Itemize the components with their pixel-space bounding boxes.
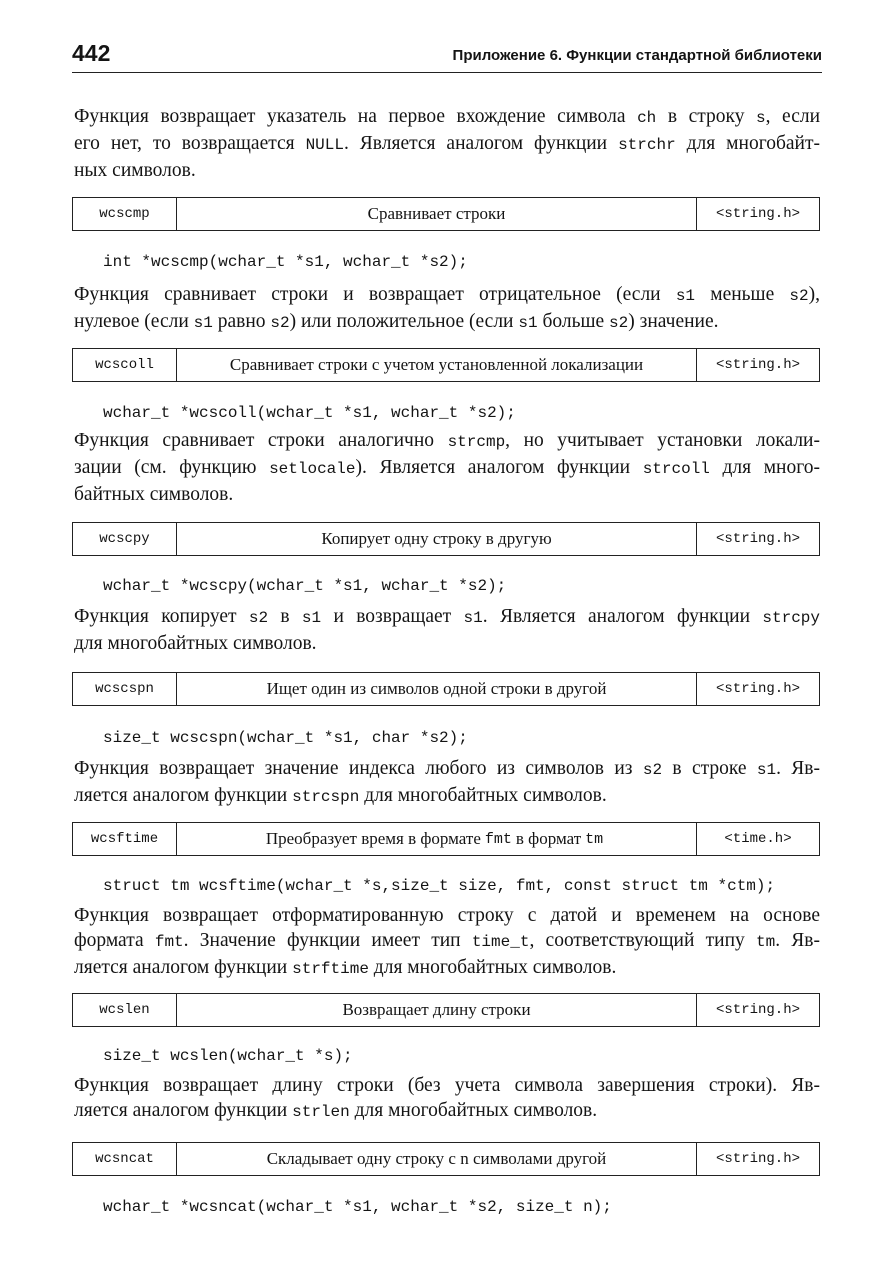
- description-paragraph: [74, 903, 820, 982]
- function-description: Преобразует время в формате fmt в формат tm: [177, 823, 697, 855]
- function-description: Ищет один из символов одной строки в другой: [177, 673, 697, 705]
- text-line: Функция возвращает указатель на первое вхождение символа ch в строку s, если: [74, 106, 821, 127]
- description-paragraph: [74, 282, 820, 336]
- function-name: wcsftime: [73, 823, 177, 855]
- function-name: wcsncat: [73, 1143, 177, 1175]
- function-name: wcslen: [73, 994, 177, 1026]
- header-file: <string.h>: [715, 531, 800, 547]
- function-table-wcscpy: [72, 522, 820, 556]
- function-description: Сравнивает строки: [177, 198, 697, 230]
- function-name: wcscoll: [73, 349, 177, 381]
- function-prototype: wchar_t *wcscoll(wchar_t *s1, wchar_t *s2);: [103, 404, 516, 422]
- function-table-wcslen: [72, 993, 820, 1027]
- text-line: Функция возвращает отформатированную строку с датой и временем на основе: [74, 905, 820, 926]
- text-line: Функция сравнивает строки и возвращает отрицательное (если s1 меньше s2),: [74, 284, 820, 305]
- function-description: Возвращает длину строки: [177, 994, 697, 1026]
- function-prototype: wchar_t *wcscpy(wchar_t *s1, wchar_t *s2);: [103, 577, 507, 595]
- function-table-wcscoll: [72, 348, 820, 382]
- text-line: его нет, то возвращается NULL. Является аналогом функции strchr для многобайт-: [74, 133, 820, 154]
- text-line: зации (см. функцию setlocale). Является аналогом функции strcoll для много-: [74, 457, 821, 478]
- description-paragraph: [74, 604, 820, 656]
- description-paragraph: [74, 428, 820, 507]
- header-file: <string.h>: [715, 681, 800, 697]
- function-prototype: struct tm wcsftime(wchar_t *s,size_t size, fmt, const struct tm *ctm);: [103, 877, 776, 895]
- function-prototype: int *wcscmp(wchar_t *s1, wchar_t *s2);: [103, 253, 468, 271]
- page-number: 442: [72, 40, 111, 66]
- function-description: Копирует одну строку в другую: [177, 523, 697, 555]
- function-name: wcscmp: [73, 198, 177, 230]
- text-line: формата fmt. Значение функции имеет тип time_t, соответствующий типу tm. Яв-: [74, 930, 820, 951]
- header-file: <time.h>: [724, 831, 792, 847]
- function-description: Сравнивает строки с учетом установленной локализации: [177, 349, 697, 381]
- function-table-wcscmp: [72, 197, 820, 231]
- function-table-wcsftime: [72, 822, 820, 856]
- function-name: wcscpy: [73, 523, 177, 555]
- function-prototype: wchar_t *wcsncat(wchar_t *s1, wchar_t *s2, size_t n);: [103, 1198, 612, 1216]
- text-line: ляется аналогом функции strftime для многобайтных символов.: [74, 957, 617, 978]
- function-prototype: size_t wcslen(wchar_t *s);: [103, 1047, 353, 1065]
- description-paragraph: [74, 756, 820, 810]
- description-paragraph: [74, 1073, 820, 1125]
- function-name: wcscspn: [73, 673, 177, 705]
- text-line: ляется аналогом функции strcspn для многобайтных символов.: [74, 785, 607, 806]
- function-table-wcscspn: [72, 672, 820, 706]
- text-line: Функция копирует s2 в s1 и возвращает s1. Является аналогом функции strcpy: [74, 606, 820, 627]
- header-file: <string.h>: [715, 206, 800, 222]
- intro-paragraph: [74, 104, 820, 183]
- text-line: Функция возвращает длину строки (без учета символа завершения строки). Яв-: [74, 1075, 820, 1096]
- function-table-wcsncat: [72, 1142, 820, 1176]
- header-file: <string.h>: [715, 357, 800, 373]
- text-line: байтных символов.: [74, 484, 234, 505]
- running-title: Приложение 6. Функции стандартной библиотеки: [452, 47, 822, 64]
- header-file: <string.h>: [715, 1002, 800, 1018]
- page-header: [72, 40, 822, 73]
- text-line: для многобайтных символов.: [74, 633, 317, 654]
- header-file: <string.h>: [715, 1151, 800, 1167]
- function-description: Складывает одну строку с n символами другой: [177, 1143, 697, 1175]
- text-line: Функция сравнивает строки аналогично strcmp, но учитывает установки локали-: [74, 430, 820, 451]
- text-line: ных символов.: [74, 160, 196, 181]
- text-line: ляется аналогом функции strlen для многобайтных символов.: [74, 1100, 598, 1121]
- text-line: нулевое (если s1 равно s2) или положительное (если s1 больше s2) значение.: [74, 311, 719, 332]
- text-line: Функция возвращает значение индекса любого из символов из s2 в строке s1. Яв-: [74, 758, 820, 779]
- function-prototype: size_t wcscspn(wchar_t *s1, char *s2);: [103, 729, 468, 747]
